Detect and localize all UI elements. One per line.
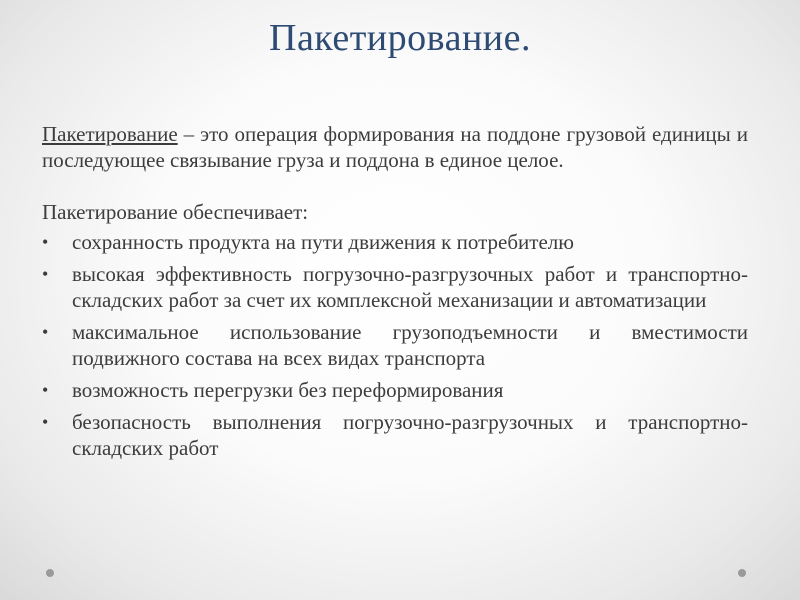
bullet-item	[42, 229, 748, 255]
bullet-icon: •	[42, 264, 49, 284]
bullet-icon: •	[42, 412, 49, 432]
bullet-icon: •	[42, 380, 49, 400]
bullet-item	[42, 261, 748, 313]
bullet-icon: •	[42, 322, 49, 342]
definition-term: Пакетирование	[42, 122, 178, 146]
slide-content	[42, 121, 748, 467]
bullet-text: высокая эффективность погрузочно-разгрузочных работ и транспортно-складских работ за счет их комплексной механизации и автоматизации	[72, 262, 748, 312]
definition-text: – это операция формирования на поддоне грузовой единицы и последующее связывание груза и поддона в единое целое.	[42, 122, 748, 172]
bullet-text: сохранность продукта на пути движения к потребителю	[72, 230, 574, 254]
bullet-item	[42, 409, 748, 461]
bullet-text: безопасность выполнения погрузочно-разгрузочных и транспортно-складских работ	[72, 410, 748, 460]
slide-title: Пакетирование.	[269, 17, 531, 59]
intro-text: Пакетирование обеспечивает:	[42, 200, 309, 224]
bullet-item	[42, 377, 748, 403]
definition-paragraph	[42, 121, 748, 173]
corner-dot-icon	[738, 569, 746, 577]
corner-dot-icon	[46, 569, 54, 577]
bullet-list	[42, 229, 748, 461]
bullet-item	[42, 319, 748, 371]
bullet-text: максимальное использование грузоподъемности и вместимости подвижного состава на всех видах транспорта	[72, 320, 748, 370]
bullet-icon: •	[42, 232, 49, 252]
bullet-text: возможность перегрузки без переформирования	[72, 378, 504, 402]
